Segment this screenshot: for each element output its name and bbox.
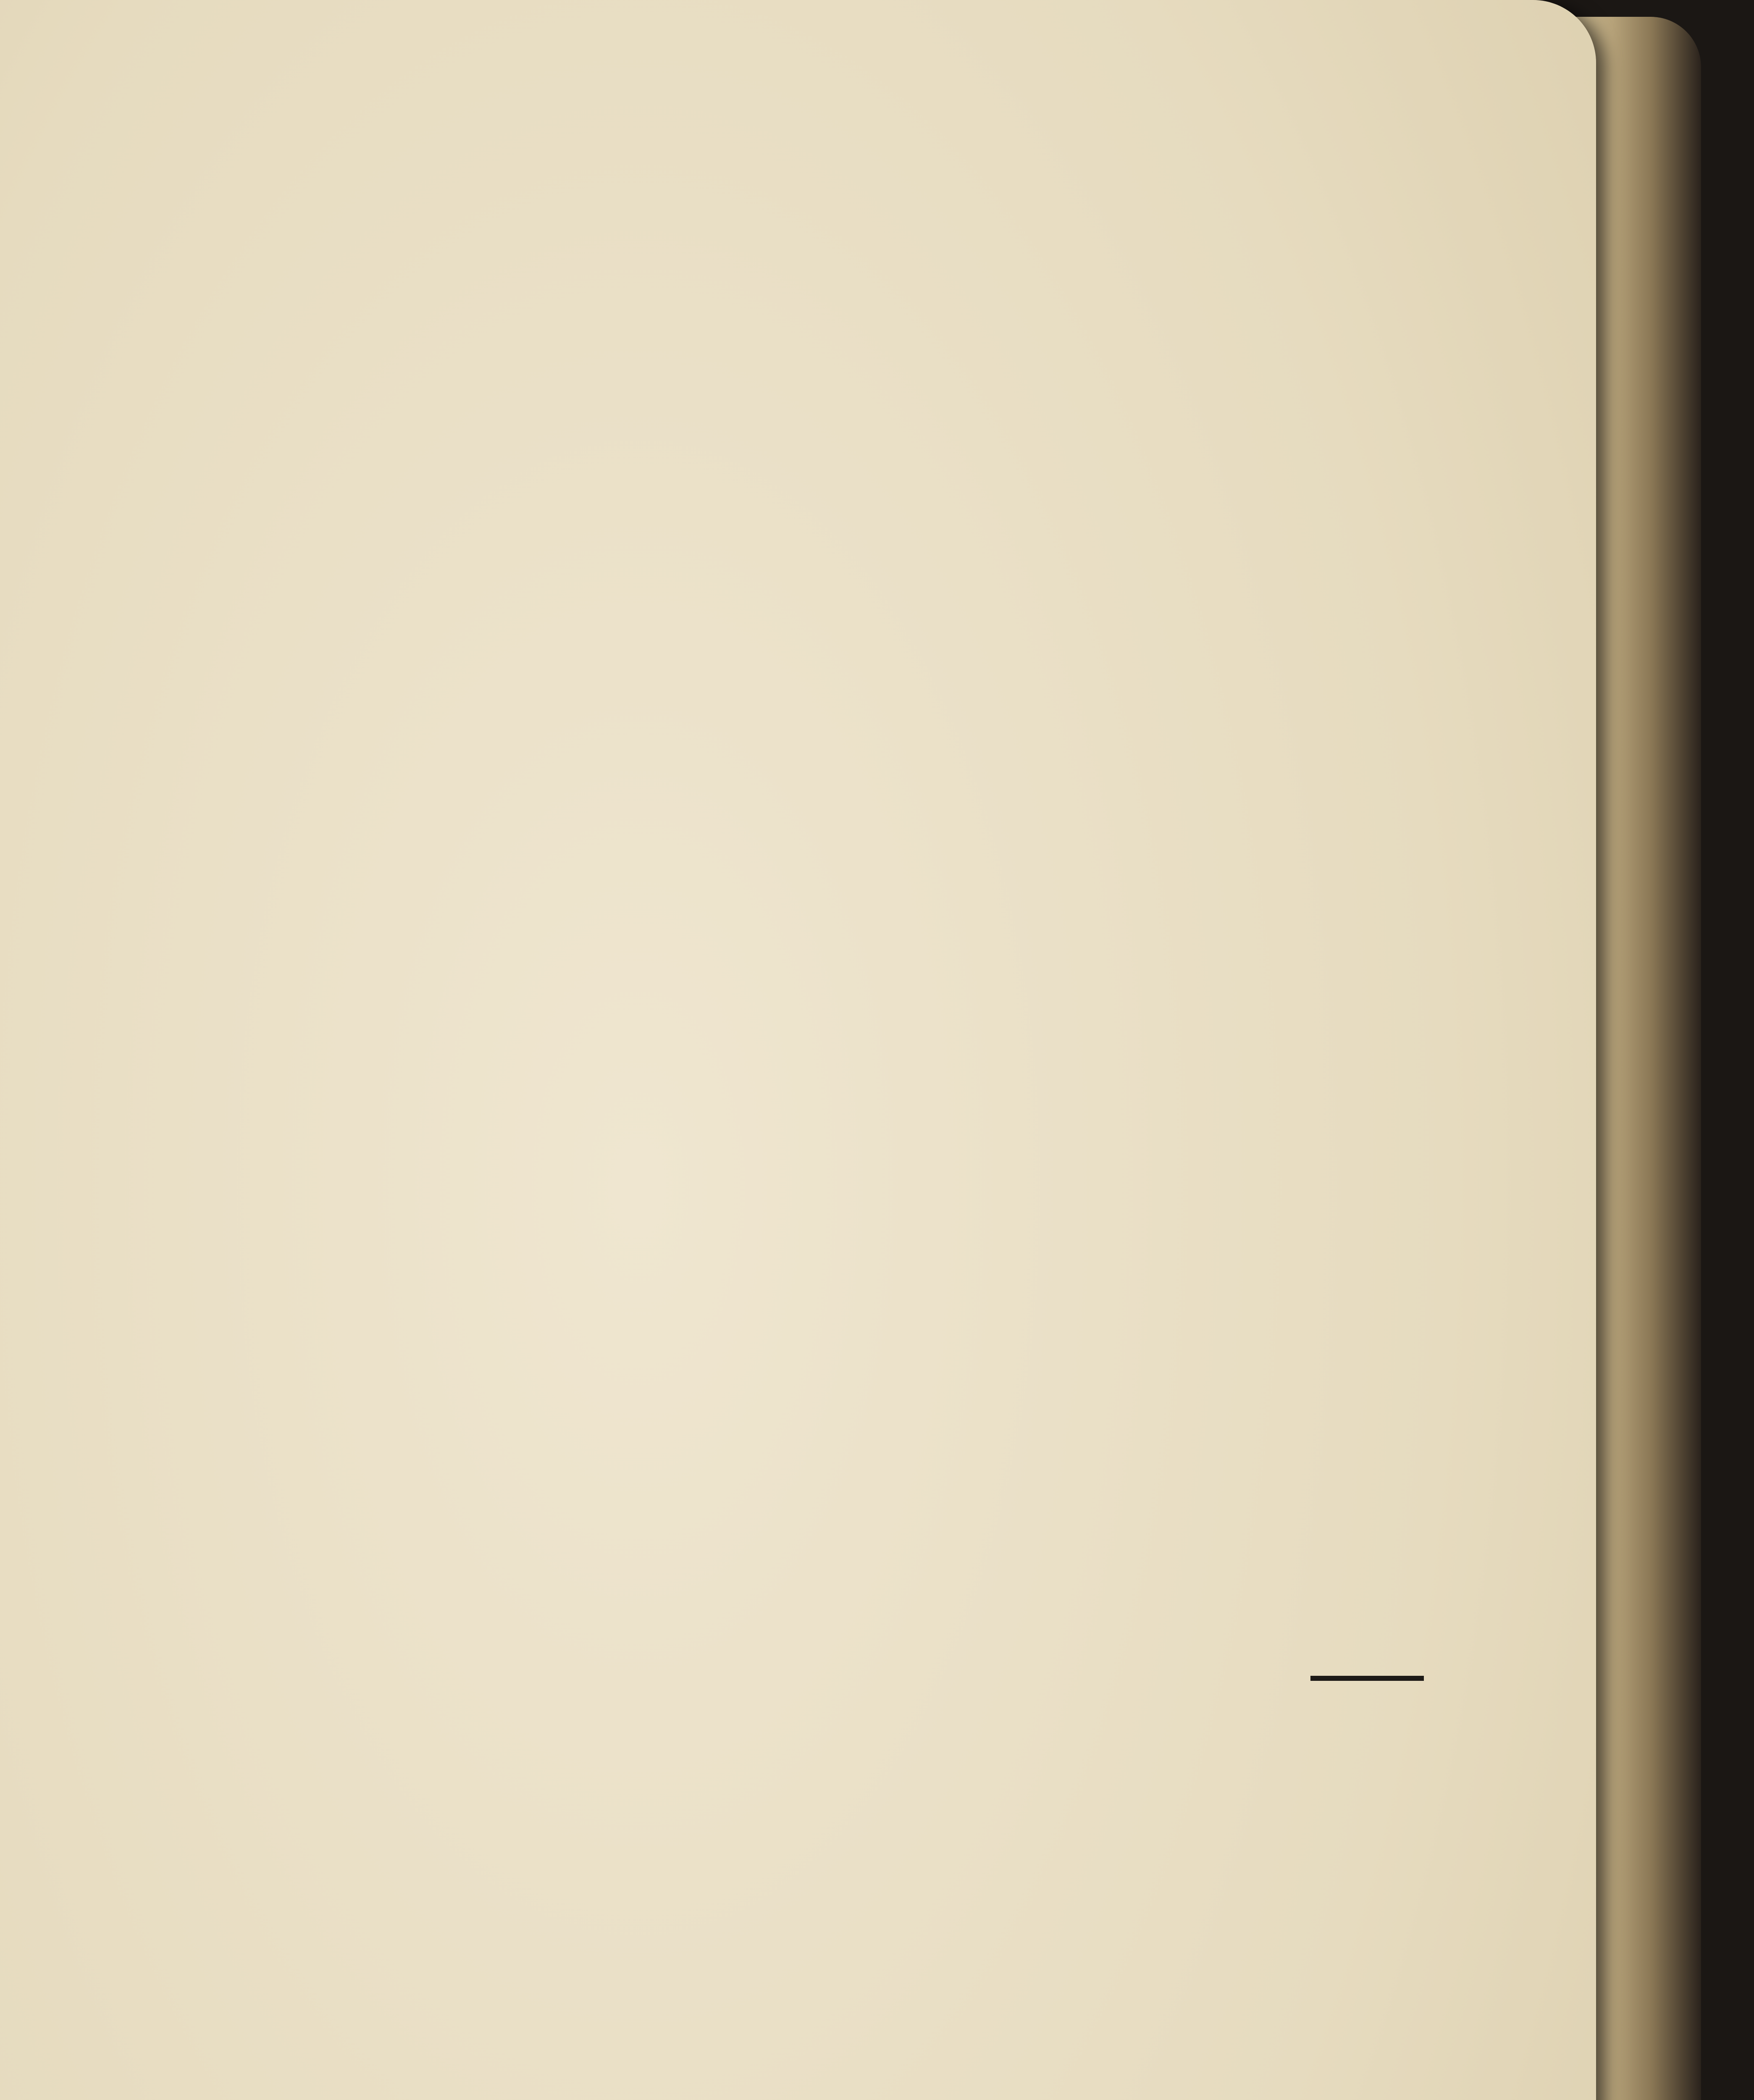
topeka-section <box>17 1218 1487 1226</box>
running-head <box>17 84 1457 143</box>
section-divider <box>1310 1676 1424 1681</box>
